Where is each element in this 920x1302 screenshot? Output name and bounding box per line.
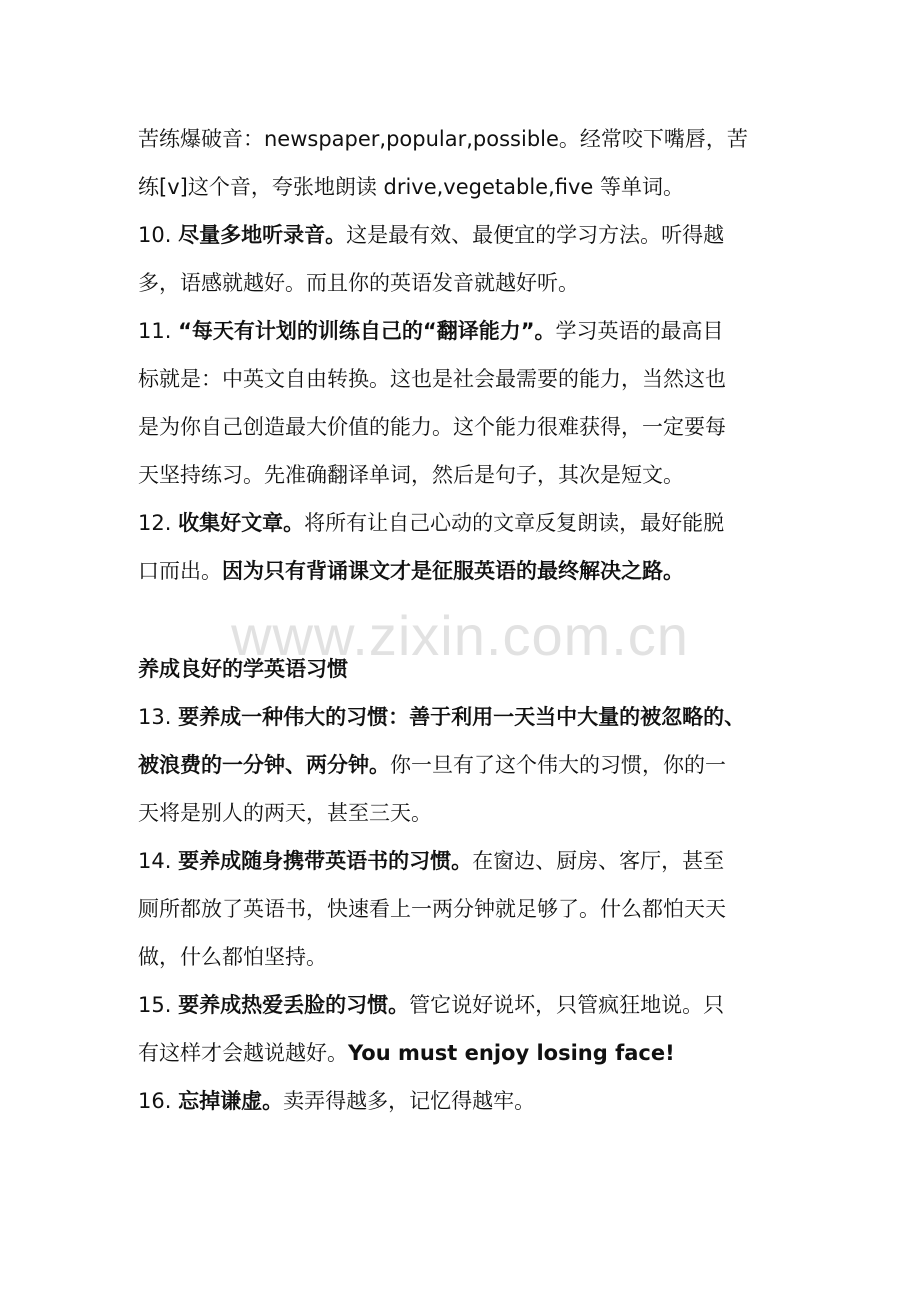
text: 天坚持练习。先准确翻译单词，然后是句子，其次是短文。 [138, 463, 684, 487]
text: 将所有让自己心动的文章反复朗读，最好能脱 [304, 511, 725, 535]
text: 你一旦有了这个伟大的习惯，你的一 [390, 753, 726, 777]
item-16-line-1 [138, 1086, 778, 1116]
text: 练[v]这个音，夸张地朗读 drive,vegetable,five 等单词。 [138, 175, 685, 199]
item-13-line-3 [138, 798, 778, 828]
item-11-line-4 [138, 460, 778, 490]
text: 卖弄得越多，记忆得越牢。 [283, 1089, 536, 1113]
item-heading: 尽量多地听录音。 [178, 223, 347, 247]
text: 做，什么都怕坚持。 [138, 945, 327, 969]
item-heading: 要养成热爱丢脸的习惯。 [178, 993, 410, 1017]
item-14-line-1 [138, 846, 778, 876]
paragraph-line [138, 172, 778, 202]
item-13-line-1 [138, 702, 778, 732]
item-12-line-2 [138, 556, 778, 586]
text: 学习英语的最高目 [555, 319, 724, 343]
item-number: 14. [138, 849, 172, 873]
item-heading: “每天有计划的训练自己的“翻译能力”。 [178, 319, 556, 343]
item-12-line-1 [138, 508, 778, 538]
section-heading [138, 654, 778, 684]
item-14-line-2 [138, 894, 778, 924]
item-10-line-1 [138, 220, 778, 250]
text: 厕所都放了英语书，快速看上一两分钟就足够了。什么都怕天天 [138, 897, 726, 921]
section-heading-text: 养成良好的学英语习惯 [138, 657, 348, 681]
text: 标就是：中英文自由转换。这也是社会最需要的能力，当然这也 [138, 367, 726, 391]
text: 管它说好说坏，只管疯狂地说。只 [409, 993, 725, 1017]
text: 苦练爆破音：newspaper,popular,possible。经常咬下嘴唇，苦 [138, 127, 748, 151]
item-number: 16. [138, 1089, 172, 1113]
item-14-line-3 [138, 942, 778, 972]
item-number: 11. [138, 319, 172, 343]
text: 有这样才会越说越好。 [138, 1041, 348, 1065]
text: 多，语感就越好。而且你的英语发音就越好听。 [138, 271, 579, 295]
text: 这是最有效、最便宜的学习方法。听得越 [346, 223, 725, 247]
item-heading: 被浪费的一分钟、两分钟。 [138, 753, 390, 777]
item-heading: 要养成随身携带英语书的习惯。 [178, 849, 473, 873]
text: 是为你自己创造最大价值的能力。这个能力很难获得，一定要每 [138, 415, 726, 439]
item-15-line-2 [138, 1038, 778, 1068]
item-heading: 忘掉谦虚。 [178, 1089, 284, 1113]
item-13-line-2 [138, 750, 778, 780]
item-heading: 收集好文章。 [178, 511, 305, 535]
item-number: 13. [138, 705, 172, 729]
item-11-line-1 [138, 316, 778, 346]
item-10-line-2 [138, 268, 778, 298]
item-number: 12. [138, 511, 172, 535]
item-heading: 要养成一种伟大的习惯：善于利用一天当中大量的被忽略的、 [178, 705, 746, 729]
text: 天将是别人的两天，甚至三天。 [138, 801, 432, 825]
paragraph-line [138, 124, 778, 154]
text: 口而出。 [138, 559, 222, 583]
item-number: 10. [138, 223, 172, 247]
text: 在窗边、厨房、客厅，甚至 [472, 849, 725, 873]
item-11-line-2 [138, 364, 778, 394]
bold-text: You must enjoy losing face! [348, 1041, 675, 1065]
item-15-line-1 [138, 990, 778, 1020]
bold-text: 因为只有背诵课文才是征服英语的最终解决之路。 [222, 559, 684, 583]
item-11-line-3 [138, 412, 778, 442]
item-number: 15. [138, 993, 172, 1017]
watermark: www.zixin.com.cn [231, 604, 689, 667]
